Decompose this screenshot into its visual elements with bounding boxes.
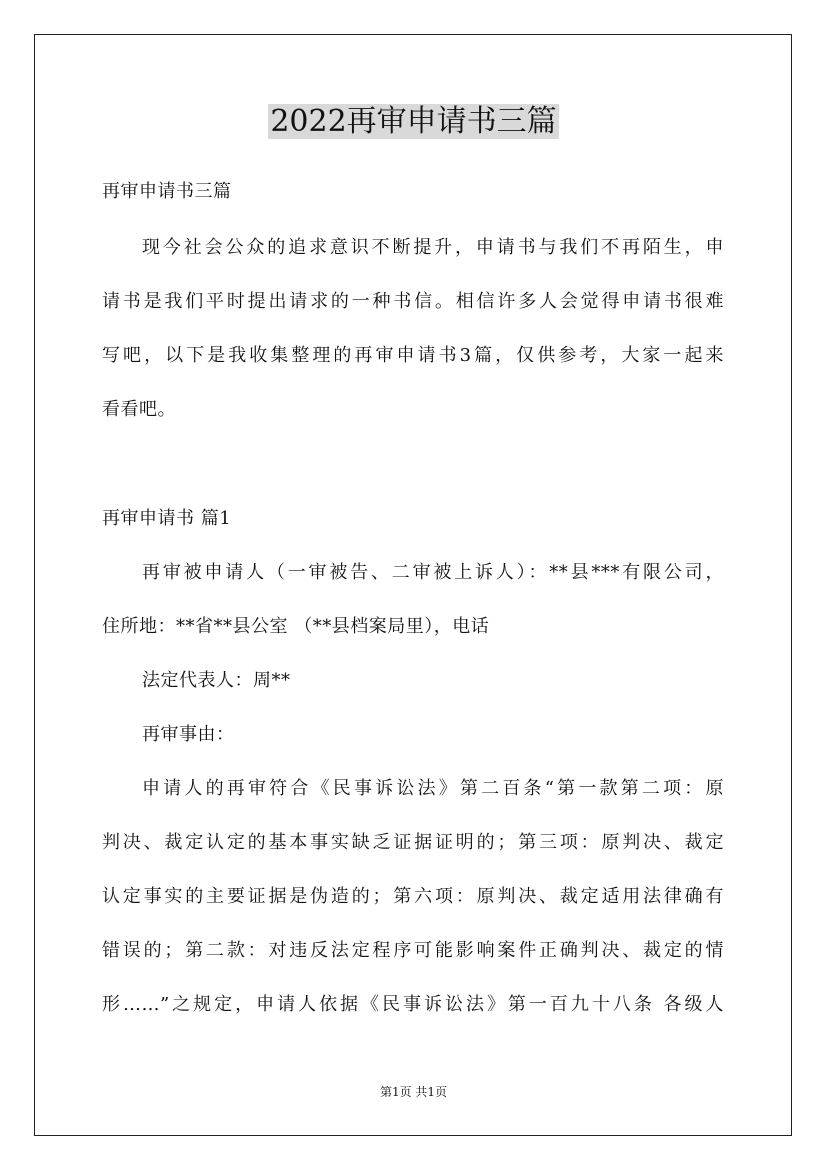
body-line-9: 形……”之规定，申请人依据《民事诉讼法》第一百九十八条 各级人: [102, 994, 724, 1015]
intro-line-3: 写吧，以下是我收集整理的再审申请书3篇，仅供参考，大家一起来: [102, 345, 724, 366]
subtitle: 再审申请书三篇: [102, 181, 232, 202]
body-line-8: 错误的；第二款：对违反法定程序可能影响案件正确判决、裁定的情: [102, 940, 724, 961]
body-line-6: 判决、裁定认定的基本事实缺乏证据证明的；第三项：原判决、裁定: [102, 832, 724, 853]
intro-line-4: 看看吧。: [102, 399, 176, 420]
body-line-4: 再审事由：: [142, 724, 235, 745]
intro-line-1: 现今社会公众的追求意识不断提升，申请书与我们不再陌生，申: [142, 237, 724, 258]
section-heading: 再审申请书 篇1: [102, 508, 232, 529]
body-line-2: 住所地：**省**县公室 （**县档案局里），电话: [102, 616, 490, 637]
document-title: 2022再审申请书三篇: [270, 104, 557, 139]
body-line-5: 申请人的再审符合《民事诉讼法》第二百条“第一款第二项：原: [142, 778, 724, 799]
body-line-1: 再审被申请人（一审被告、二审被上诉人）：**县***有限公司，: [142, 562, 724, 583]
body-line-3: 法定代表人：周**: [142, 670, 291, 691]
intro-line-2: 请书是我们平时提出请求的一种书信。相信许多人会觉得申请书很难: [102, 291, 724, 312]
page-footer: 第1页 共1页: [379, 1085, 448, 1099]
body-line-7: 认定事实的主要证据是伪造的；第六项：原判决、裁定适用法律确有: [102, 886, 724, 907]
